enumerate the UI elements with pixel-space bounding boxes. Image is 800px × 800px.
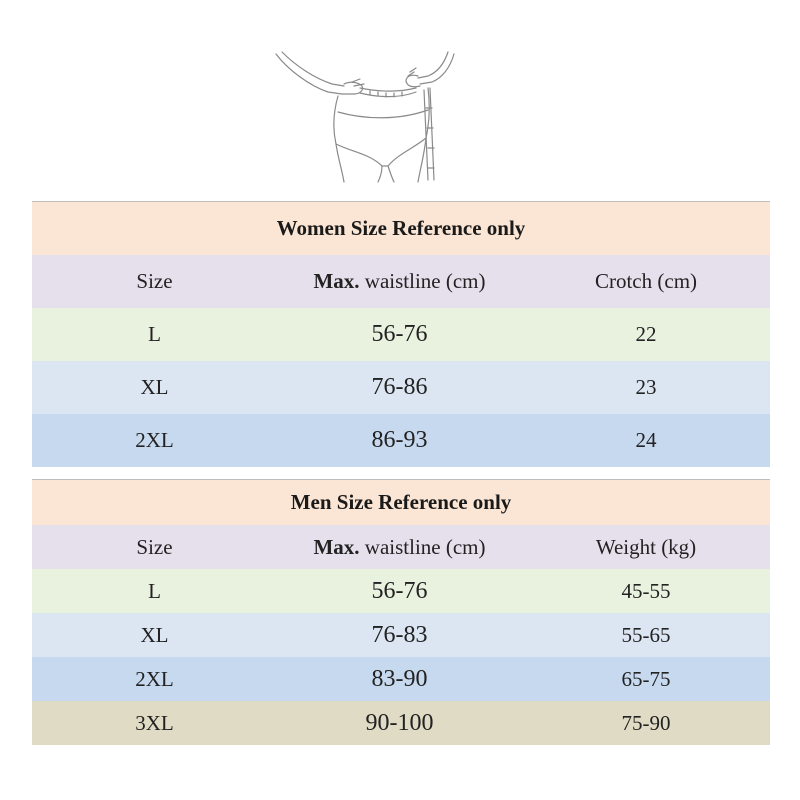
size-cell: 2XL [135,666,174,691]
weight-cell: 65-75 [621,666,671,691]
waistline-cell: 83-90 [371,665,428,692]
men-size-table [32,479,770,745]
men-header-row [32,525,770,569]
women-header-size: Size [136,269,173,293]
waistline-cell: 76-83 [371,621,428,648]
crotch-cell: 24 [635,428,657,452]
women-size-table [32,201,770,467]
size-cell: XL [140,622,169,647]
weight-cell: 75-90 [621,710,671,735]
table-row [32,361,770,414]
table-row [32,569,770,613]
crotch-cell: 23 [635,375,657,399]
waistline-cell: 56-76 [371,321,428,347]
crotch-cell: 22 [635,322,657,346]
men-header-waistline: Max. waistline (cm) [313,534,486,559]
size-cell: L [148,322,161,346]
women-header-waistline: Max. waistline (cm) [313,269,486,293]
weight-cell: 45-55 [621,578,671,603]
table-row [32,613,770,657]
women-header-crotch: Crotch (cm) [594,269,698,293]
size-cell: 2XL [135,428,174,452]
table-row [32,308,770,361]
waistline-cell: 90-100 [365,709,434,736]
weight-cell: 55-65 [621,622,671,647]
size-cell: XL [140,375,169,399]
women-header-row [32,255,770,308]
women-table-title: Women Size Reference only [32,202,770,255]
table-row [32,701,770,745]
men-header-size: Size [136,534,173,559]
waistline-cell: 86-93 [371,427,428,453]
waist-measurement-figure-icon [270,48,460,183]
men-header-weight: Weight (kg) [595,534,697,559]
men-table-title: Men Size Reference only [32,480,770,525]
table-row [32,414,770,467]
size-cell: 3XL [135,710,174,735]
waistline-cell: 56-76 [371,577,428,604]
waistline-cell: 76-86 [371,374,428,400]
size-cell: L [148,578,161,603]
table-row [32,657,770,701]
